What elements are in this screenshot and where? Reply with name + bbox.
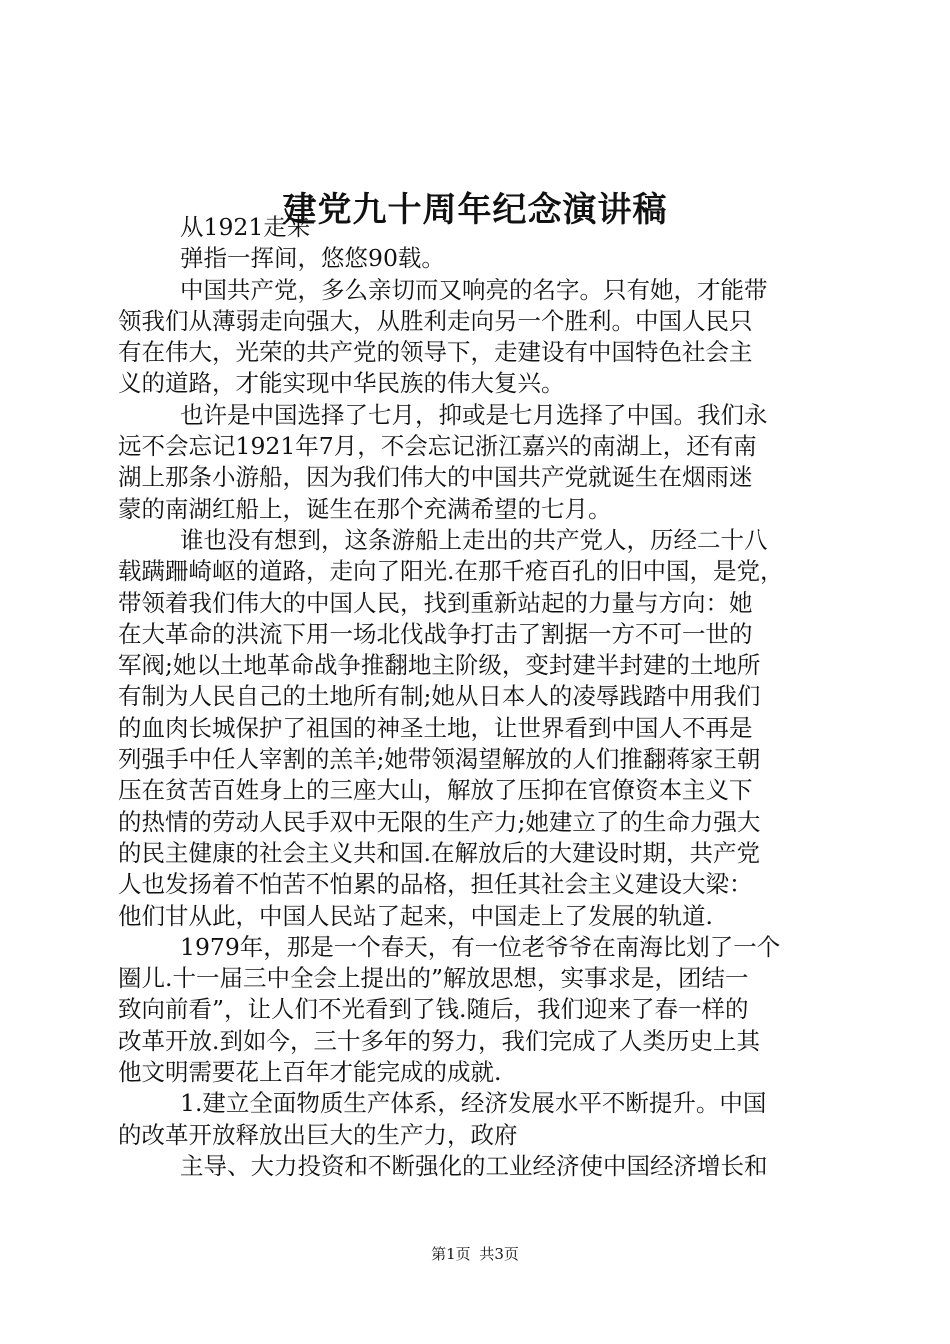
page-total: 共3页 [479, 1245, 519, 1263]
text-line: 有在伟大，光荣的共产党的领导下，走建设有中国特色社会主 [118, 338, 753, 367]
text-line: 中国共产党，多么亲切而又响亮的名字。只有她，才能带 [180, 275, 768, 304]
text-line: 从1921走来 [180, 213, 311, 241]
text-line: 1.建立全面物质生产体系，经济发展水平不断提升。中国 [180, 1089, 767, 1118]
text-line: 弹指一挥间，悠悠90载。 [180, 244, 445, 273]
text-line: 在大革命的洪流下用一场北伐战争打击了割据一方不可一世的 [118, 619, 753, 648]
page-number: 第1页 [431, 1245, 471, 1263]
text-line: 有制为人民自己的土地所有制;她从日本人的凌辱践踏中用我们 [118, 682, 761, 711]
text-line: 蒙的南湖红船上，诞生在那个充满希望的七月。 [118, 494, 612, 523]
text-line: 也许是中国选择了七月，抑或是七月选择了中国。我们永 [180, 400, 768, 429]
text-line: 领我们从薄弱走向强大，从胜利走向另一个胜利。中国人民只 [118, 306, 753, 335]
text-line: 主导、大力投资和不断强化的工业经济使中国经济增长和 [180, 1151, 768, 1180]
text-line: 的民主健康的社会主义共和国.在解放后的大建设时期，共产党 [118, 838, 760, 867]
text-line: 谁也没有想到，这条游船上走出的共产党人，历经二十八 [180, 525, 768, 554]
document-body [118, 212, 838, 1182]
text-line: 的改革开放释放出巨大的生产力，政府 [118, 1120, 518, 1149]
text-line: 他们甘从此，中国人民站了起来，中国走上了发展的轨道. [118, 901, 713, 930]
text-line: 1979年，那是一个春天，有一位老爷爷在南海比划了一个 [180, 932, 781, 961]
text-line: 载蹒跚崎岖的道路，走向了阳光.在那千疮百孔的旧中国，是党， [118, 557, 784, 586]
text-line: 致向前看”，让人们不光看到了钱.随后，我们迎来了春一样的 [118, 995, 749, 1024]
text-line: 湖上那条小游船，因为我们伟大的中国共产党就诞生在烟雨迷 [118, 463, 753, 492]
text-line: 人也发扬着不怕苦不怕累的品格，担任其社会主义建设大梁： [118, 870, 753, 899]
page-footer [0, 1244, 950, 1264]
text-line: 的血肉长城保护了祖国的神圣土地，让世界看到中国人不再是 [118, 713, 753, 742]
document-title: 建党九十周年纪念演讲稿 [282, 190, 668, 230]
text-line: 的热情的劳动人民手双中无限的生产力;她建立了的生命力强大 [118, 807, 761, 836]
text-line: 义的道路，才能实现中华民族的伟大复兴。 [118, 369, 565, 398]
text-line: 压在贫苦百姓身上的三座大山，解放了压抑在官僚资本主义下 [118, 776, 753, 805]
text-line: 带领着我们伟大的中国人民，找到重新站起的力量与方向：她 [118, 588, 753, 617]
text-line: 他文明需要花上百年才能完成的成就. [118, 1058, 502, 1087]
text-line: 圈儿.十一届三中全会上提出的”解放思想，实事求是，团结一 [118, 964, 749, 993]
text-line: 远不会忘记1921年7月，不会忘记浙江嘉兴的南湖上，还有南 [118, 432, 757, 461]
text-line: 列强手中任人宰割的羔羊;她带领渴望解放的人们推翻蒋家王朝 [118, 745, 761, 774]
text-line: 军阀;她以土地革命战争推翻地主阶级，变封建半封建的土地所 [118, 651, 761, 680]
text-line: 改革开放.到如今，三十多年的努力，我们完成了人类历史上其 [118, 1026, 760, 1055]
